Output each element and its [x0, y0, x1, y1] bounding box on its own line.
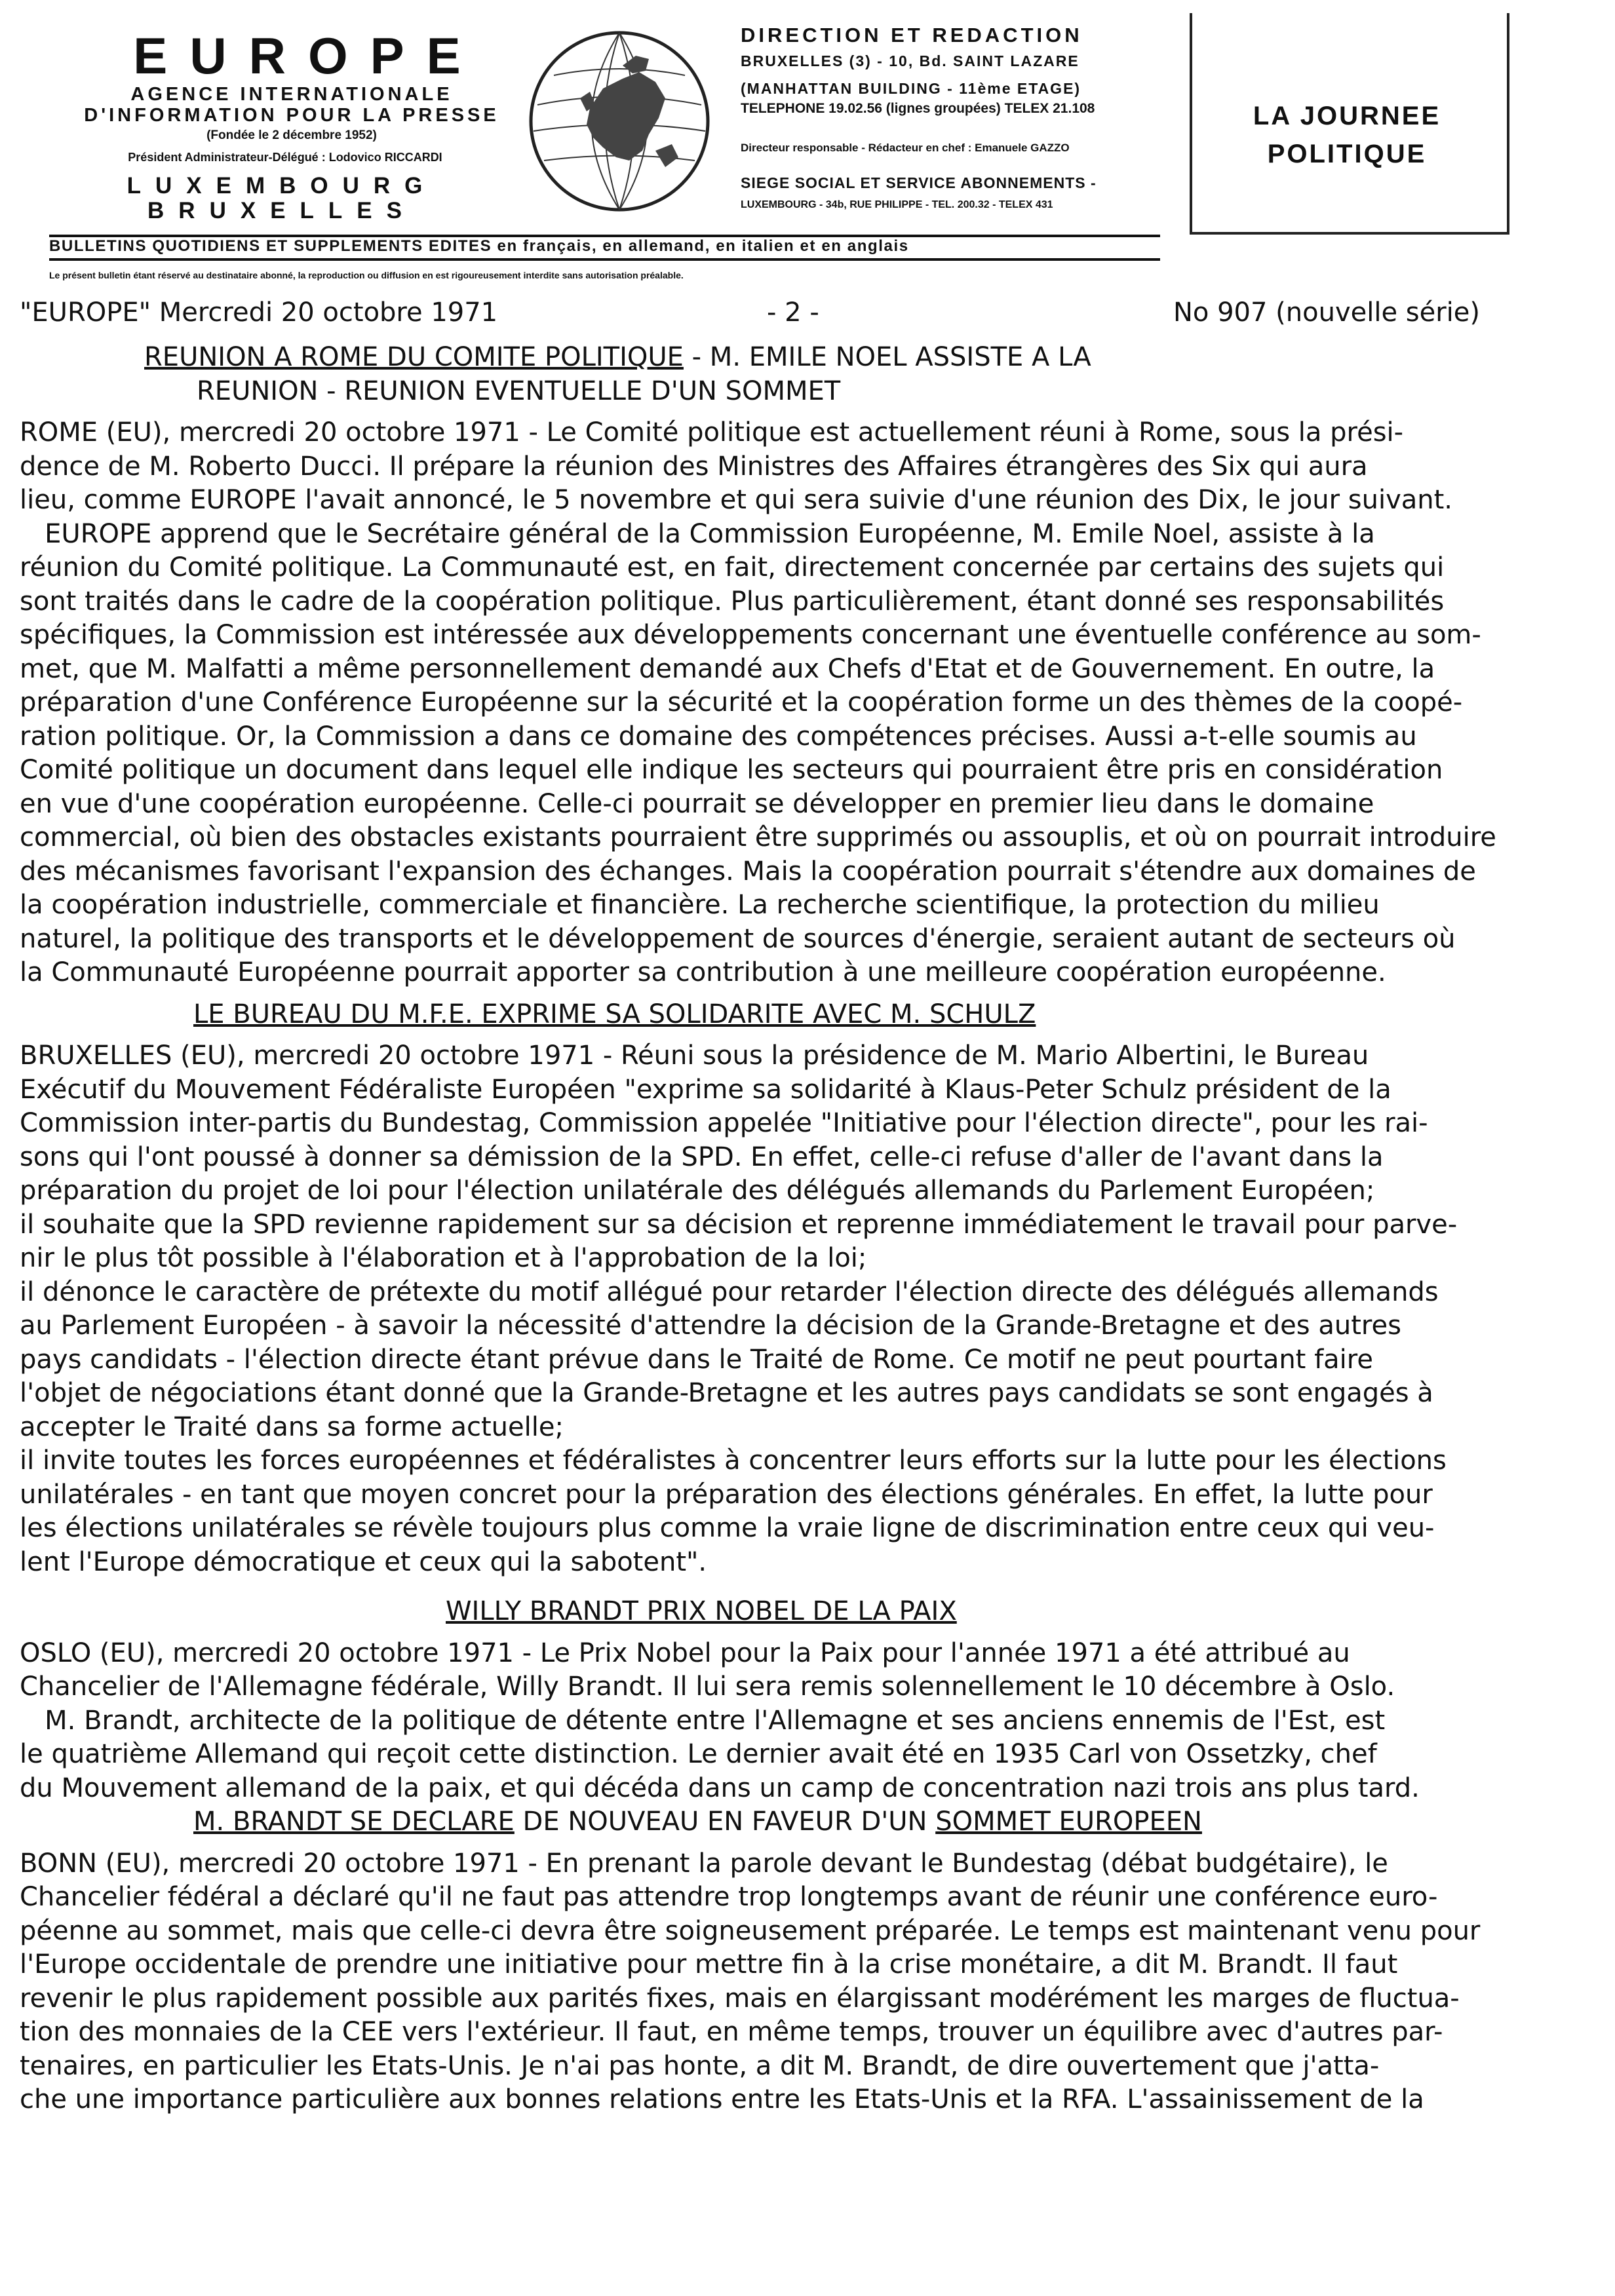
article-heading — [20, 341, 1521, 375]
text-line: ration politique. Or, la Commission a dans ce domaine des compétences précises. Aussi a-t-elle soumis au — [20, 721, 1417, 752]
article-text — [20, 416, 1521, 990]
text-line: nir le plus tôt possible à l'élaboration et à l'approbation de la loi; — [20, 1243, 867, 1273]
text-line: lieu, comme EUROPE l'avait annoncé, le 5 novembre et qui sera suivie d'une réunion des Dix, le jour suivant. — [20, 485, 1453, 515]
text-line: l'objet de négociations étant donné que la Grande-Bretagne et les autres pays candidats se sont engagés à — [20, 1378, 1433, 1408]
text-line: sons qui l'ont poussé à donner sa démission de la SPD. En effet, celle-ci refuse d'aller de l'avant dans la — [20, 1141, 1384, 1172]
heading-underlined-2: SOMMET EUROPEEN — [935, 1807, 1202, 1837]
article-brandt-sommet — [20, 1805, 1521, 2117]
text-line: M. Brandt, architecte de la politique de détente entre l'Allemagne et ses anciens ennemis de l'Est, est — [20, 1705, 1386, 1736]
text-line: BRUXELLES (EU), mercredi 20 octobre 1971 - Réuni sous la présidence de M. Mario Albertini, le Bureau — [20, 1041, 1369, 1071]
text-line: péenne au sommet, mais que celle-ci devra être soigneusement préparée. Le temps est maintenant venu pour — [20, 1915, 1481, 1946]
direction-title: DIRECTION ET REDACTION — [741, 24, 1083, 47]
siege-address: LUXEMBOURG - 34b, RUE PHILIPPE - TEL. 200.32 - TELEX 431 — [741, 199, 1053, 210]
article-text — [20, 1847, 1521, 2117]
text-line: Chancelier fédéral a déclaré qu'il ne faut pas attendre trop longtemps avant de réunir une conférence euro- — [20, 1882, 1438, 1912]
article-heading-line-2: REUNION - REUNION EVENTUELLE D'UN SOMMET — [197, 375, 841, 406]
issue-date: "EUROPE" Mercredi 20 octobre 1971 — [20, 297, 498, 328]
siege-line: SIEGE SOCIAL ET SERVICE ABONNEMENTS - — [741, 174, 1097, 191]
text-line: du Mouvement allemand de la paix, et qui décéda dans un camp de concentration nazi trois ans plus tard. — [20, 1772, 1420, 1803]
text-line: che une importance particulière aux bonnes relations entre les Etats-Unis et la RFA. L'assainissement de la — [20, 2084, 1424, 2114]
text-line: Chancelier de l'Allemagne fédérale, Willy Brandt. Il lui sera remis solennellement le 10 décembre à Oslo. — [20, 1672, 1395, 1702]
article-text — [20, 1637, 1521, 1806]
heading-underlined: REUNION A ROME DU COMITE POLITIQUE — [144, 342, 684, 372]
text-line: commercial, où bien des obstacles existants pourraient être supprimés ou assouplis, et où on pourrait introduire — [20, 822, 1496, 852]
address-phone: TELEPHONE 19.02.56 (lignes groupées) TELEX 21.108 — [741, 101, 1095, 116]
article-nobel — [20, 1595, 1521, 1805]
founded-note: (Fondée le 2 décembre 1952) — [206, 128, 377, 142]
text-line: OSLO (EU), mercredi 20 octobre 1971 - Le Prix Nobel pour la Paix pour l'année 1971 a été attribué au — [20, 1637, 1350, 1668]
globe-logo-icon — [524, 26, 714, 216]
edition-label — [1190, 97, 1504, 173]
text-line: Exécutif du Mouvement Fédéraliste Européen "exprime sa solidarité à Klaus-Peter Schulz président de la — [20, 1074, 1391, 1105]
text-line: en vue d'une coopération européenne. Celle-ci pourrait se développer en premier lieu dans le domaine — [20, 788, 1374, 819]
text-line: spécifiques, la Commission est intéressée aux développements concernant une éventuelle conférence au som- — [20, 620, 1481, 650]
heading-rest: - M. EMILE NOEL ASSISTE A LA — [683, 342, 1091, 372]
text-line: la Communauté Européenne pourrait apporter sa contribution à une meilleure coopération européenne. — [20, 957, 1386, 987]
text-line: tenaires, en particulier les Etats-Unis. Je n'ai pas honte, a dit M. Brandt, de dire ouvertement que j'atta- — [20, 2050, 1380, 2081]
text-line: unilatérales - en tant que moyen concret pour la préparation des élections générales. En effet, la lutte pour — [20, 1479, 1433, 1510]
president-line: Président Administrateur-Délégué : Lodovico RICCARDI — [128, 151, 442, 164]
reproduction-notice: Le présent bulletin étant réservé au destinataire abonné, la reproduction ou diffusion en est rigoureusement interdite sans autorisation préalable. — [49, 270, 684, 280]
heading-text: LE BUREAU DU M.F.E. EXPRIME SA SOLIDARITE AVEC M. SCHULZ — [193, 999, 1036, 1029]
agency-line-1: AGENCE INTERNATIONALE — [130, 84, 453, 105]
agency-line-2: D'INFORMATION POUR LA PRESSE — [84, 105, 499, 126]
text-line: il dénonce le caractère de prétexte du motif allégué pour retarder l'élection directe des délégués allemands — [20, 1276, 1439, 1307]
text-line: pays candidats - l'élection directe étant prévue dans le Traité de Rome. Ce motif ne peut pourtant faire — [20, 1344, 1373, 1375]
text-line: accepter le Traité dans sa forme actuelle; — [20, 1411, 564, 1442]
heading-underlined: M. BRANDT SE DECLARE — [193, 1807, 515, 1837]
text-line: naturel, la politique des transports et le développement de sources d'énergie, seraient autant de secteurs où — [20, 923, 1456, 954]
text-line: des mécanismes favorisant l'expansion des échanges. Mais la coopération pourrait s'étendre aux domaines de — [20, 856, 1476, 887]
bulletins-banner: BULLETINS QUOTIDIENS ET SUPPLEMENTS EDITES en français, en allemand, en italien et en anglais — [49, 237, 1160, 261]
article-rome — [20, 341, 1521, 990]
text-line: il invite toutes les forces européennes et fédéralistes à concentrer leurs efforts sur la lutte pour les élections — [20, 1445, 1447, 1476]
address-line-2: (MANHATTAN BUILDING - 11ème ETAGE) — [741, 80, 1081, 97]
text-line: préparation d'une Conférence Européenne sur la sécurité et la coopération forme un des thèmes de la coopé- — [20, 687, 1463, 718]
text-line: dence de M. Roberto Ducci. Il prépare la réunion des Ministres des Affaires étrangères des Six qui aura — [20, 451, 1368, 482]
text-line: au Parlement Européen - à savoir la nécessité d'attendre la décision de la Grande-Bretagne et des autres — [20, 1311, 1401, 1341]
text-line: ROME (EU), mercredi 20 octobre 1971 - Le Comité politique est actuellement réuni à Rome, sous la prési- — [20, 417, 1404, 448]
text-line: il souhaite que la SPD revienne rapidement sur sa décision et reprenne immédiatement le travail pour parve- — [20, 1209, 1458, 1240]
text-line: préparation du projet de loi pour l'élection unilatérale des délégués allemands du Parlement Européen; — [20, 1176, 1375, 1206]
heading-rest: DE NOUVEAU EN FAVEUR D'UN — [514, 1807, 936, 1837]
text-line: Comité politique un document dans lequel elle indique les secteurs qui pourraient être pris en considération — [20, 755, 1443, 785]
article-heading — [20, 1595, 1521, 1629]
edition-label-line-1: LA JOURNEE — [1253, 102, 1441, 130]
bulletin-body — [20, 341, 1521, 2117]
agency-name — [75, 84, 508, 126]
director-line: Directeur responsable - Rédacteur en chef : Emanuele GAZZO — [741, 142, 1070, 154]
text-line: tion des monnaies de la CEE vers l'extérieur. Il faut, en même temps, trouver un équilibre avec d'autres par- — [20, 2017, 1443, 2047]
text-line: l'Europe occidentale de prendre une initiative pour mettre fin à la crise monétaire, a dit M. Brandt. Il faut — [20, 1949, 1398, 1980]
issue-number: No 907 (nouvelle série) — [1173, 297, 1481, 328]
page-number: - 2 - — [767, 297, 819, 328]
text-line: la coopération industrielle, commerciale et financière. La recherche scientifique, la protection du milieu — [20, 890, 1380, 920]
city-bruxelles: BRUXELLES — [147, 198, 416, 223]
text-line: EUROPE apprend que le Secrétaire général de la Commission Européenne, M. Emile Noel, assiste à la — [20, 518, 1375, 549]
text-line: revenir le plus rapidement possible aux parités fixes, mais en élargissant modérément les marges de fluctua- — [20, 1983, 1460, 2014]
article-heading — [20, 1805, 1521, 1839]
edition-label-line-2: POLITIQUE — [1267, 140, 1427, 168]
address-line-1: BRUXELLES (3) - 10, Bd. SAINT LAZARE — [741, 52, 1080, 69]
text-line: lent l'Europe démocratique et ceux qui la sabotent". — [20, 1546, 707, 1577]
article-mfe — [20, 998, 1521, 1580]
article-text — [20, 1039, 1521, 1579]
text-line: BONN (EU), mercredi 20 octobre 1971 - En prenant la parole devant le Bundestag (débat budgétaire), le — [20, 1848, 1388, 1879]
text-line: sont traités dans le cadre de la coopération politique. Plus particulièrement, étant donné ses responsabilités — [20, 586, 1445, 617]
text-line: met, que M. Malfatti a même personnellement demandé aux Chefs d'Etat et de Gouvernement. En outre, la — [20, 653, 1435, 684]
text-line: les élections unilatérales se révèle toujours plus comme la vraie ligne de discrimination entre ceux qui veu- — [20, 1513, 1435, 1543]
text-line: le quatrième Allemand qui reçoit cette distinction. Le dernier avait été en 1935 Carl von Ossetzky, chef — [20, 1739, 1377, 1769]
text-line: Commission inter-partis du Bundestag, Commission appelée "Initiative pour l'élection directe", pour les rai- — [20, 1108, 1428, 1138]
text-line: réunion du Comité politique. La Communauté est, en fait, directement concernée par certains des sujets qui — [20, 552, 1445, 583]
heading-text: WILLY BRANDT PRIX NOBEL DE LA PAIX — [446, 1596, 957, 1626]
city-luxembourg: LUXEMBOURG — [126, 173, 437, 199]
masthead-title: EUROPE — [133, 27, 483, 85]
article-heading — [20, 998, 1521, 1032]
